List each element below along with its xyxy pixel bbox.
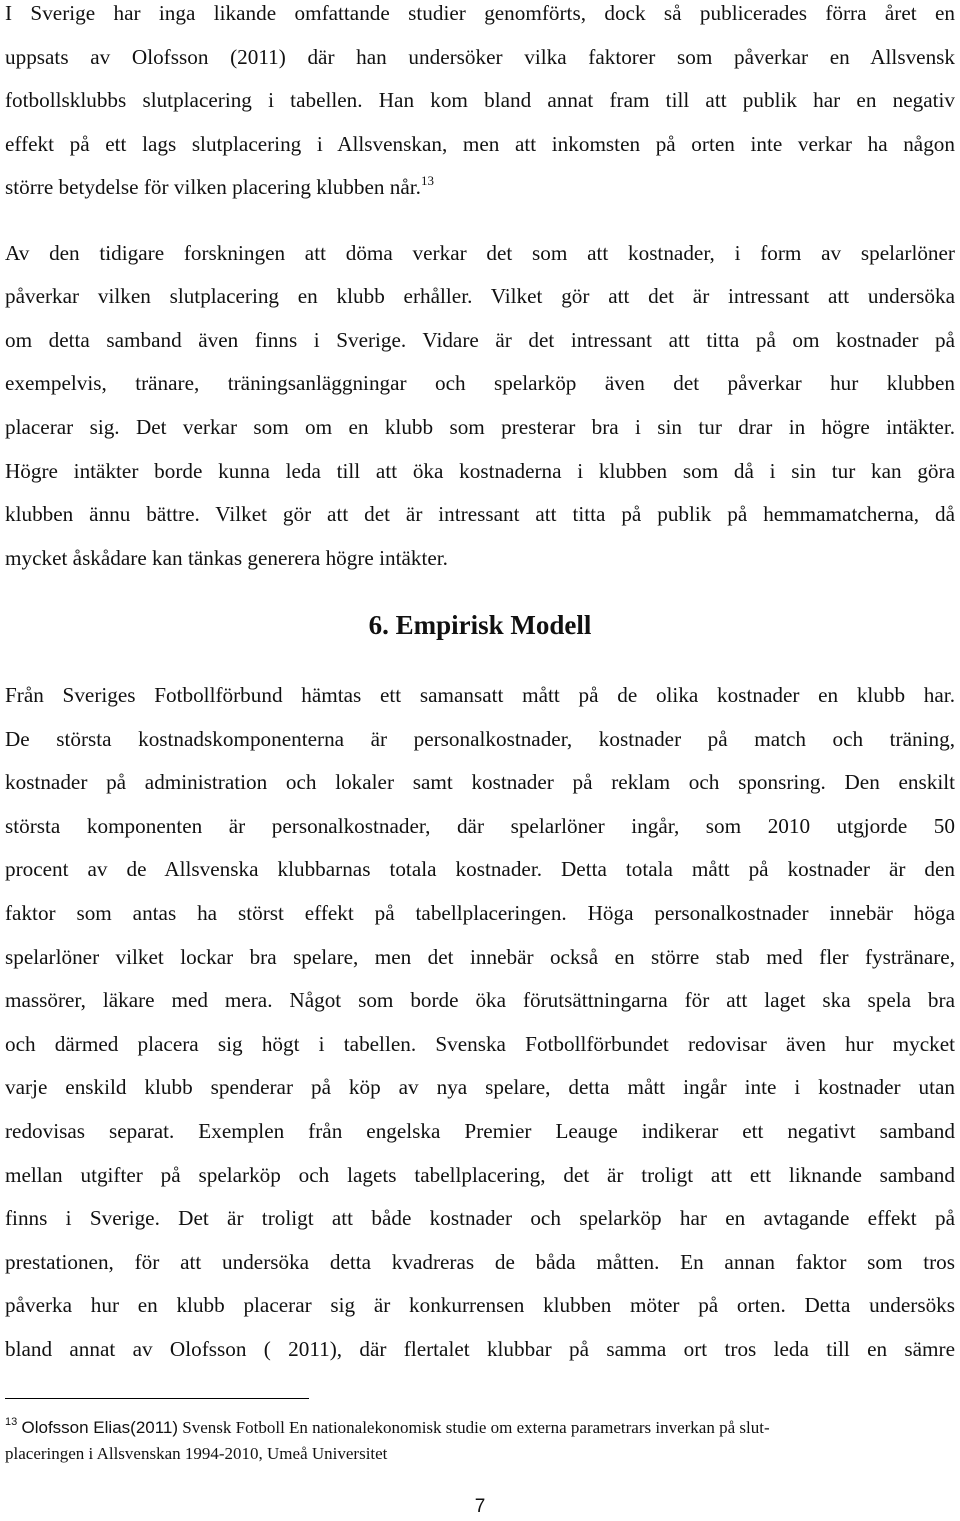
text-line: klubben ännu bättre. Vilket gör att det är intressant att titta på publik på hemmamatcherna, då [5,502,955,526]
text-line: Av den tidigare forskningen att döma verkar det som att kostnader, i form av spelarlöner [5,241,955,265]
text-line: effekt på ett lags slutplacering i Allsvenskan, men att inkomsten på orten inte verkar ha någon [5,132,955,156]
text-line: faktor som antas ha störst effekt på tabellplaceringen. Höga personalkostnader innebär höga [5,901,955,925]
footnote-separator [5,1398,309,1399]
text-line: redovisas separat. Exemplen från engelska Premier Leauge indikerar ett negativt samband [5,1119,955,1143]
text-line: exempelvis, tränare, träningsanläggningar och spelarköp även det påverkar hur klubben [5,371,955,395]
text-line: kostnader på administration och lokaler samt kostnader på reklam och sponsring. Den enskilt [5,770,955,794]
text-line: största komponenten är personalkostnader, där spelarlöner ingår, som 2010 utgjorde 50 [5,814,955,838]
text-line: om detta samband även finns i Sverige. Vidare är det intressant att titta på om kostnader på [5,328,955,352]
text-line: påverkar vilken slutplacering en klubb erhåller. Vilket gör att det är intressant att undersöka [5,284,955,308]
text-line: prestationen, för att undersöka detta kvadreras de båda måtten. En annan faktor som tros [5,1250,955,1274]
text-line: fotbollsklubbs slutplacering i tabellen. Han kom bland annat fram till att publik har en negativ [5,88,955,112]
text-line: placerar sig. Det verkar som om en klubb som presterar bra i sin tur drar in högre intäkter. [5,415,955,439]
text-line: mellan utgifter på spelarköp och lagets tabellplacering, det är troligt att ett liknande samband [5,1163,955,1187]
footnote-line: placeringen i Allsvenskan 1994-2010, Umeå Universitet [5,1444,388,1463]
text-line: Högre intäkter borde kunna leda till att öka kostnaderna i klubben som då i sin tur kan göra [5,459,955,483]
footnote-mark: 13 [5,1416,18,1428]
text-line: massörer, läkare med mera. Något som borde öka förutsättningarna för att laget ska spela bra [5,988,955,1012]
text-line [5,174,434,200]
footnote-text: Svensk Fotboll En nationalekonomisk studie om externa parametrars inverkan på slut- [178,1418,770,1437]
footnote-author: Olofsson Elias(2011) [21,1418,179,1437]
footnote-reference: 13 [420,173,434,188]
text-line: spelarlöner vilket lockar bra spelare, men det innebär också en större stab med fler fystränare, [5,945,955,969]
page-number: 7 [474,1496,486,1517]
text-line-content: större betydelse för vilken placering klubben når. [5,175,421,199]
section-heading: 6. Empirisk Modell [368,610,592,640]
text-line: bland annat av Olofsson ( 2011), där flertalet klubbar på samma ort tros leda till en sämre [5,1337,955,1361]
text-line: Från Sveriges Fotbollförbund hämtas ett samansatt mått på de olika kostnader en klubb har. [5,683,955,707]
text-line: De största kostnadskomponenterna är personalkostnader, kostnader på match och träning, [5,727,955,751]
text-line: mycket åskådare kan tänkas generera högre intäkter. [5,546,448,570]
footnote-line [5,1417,955,1439]
text-line: varje enskild klubb spenderar på köp av nya spelare, detta mått ingår inte i kostnader utan [5,1075,955,1099]
text-line: uppsats av Olofsson (2011) där han undersöker vilka faktorer som påverkar en Allsvensk [5,45,955,69]
text-line: och därmed placera sig högt i tabellen. Svenska Fotbollförbundet redovisar även hur mycket [5,1032,955,1056]
text-line: procent av de Allsvenska klubbarnas totala kostnader. Detta totala mått på kostnader är den [5,857,955,881]
text-line: påverka hur en klubb placerar sig är konkurrensen klubben möter på orten. Detta undersöks [5,1293,955,1317]
text-line: finns i Sverige. Det är troligt att både kostnader och spelarköp har en avtagande effekt på [5,1206,955,1230]
text-line: I Sverige har inga likande omfattande studier genomförts, dock så publicerades förra året en [5,1,955,25]
